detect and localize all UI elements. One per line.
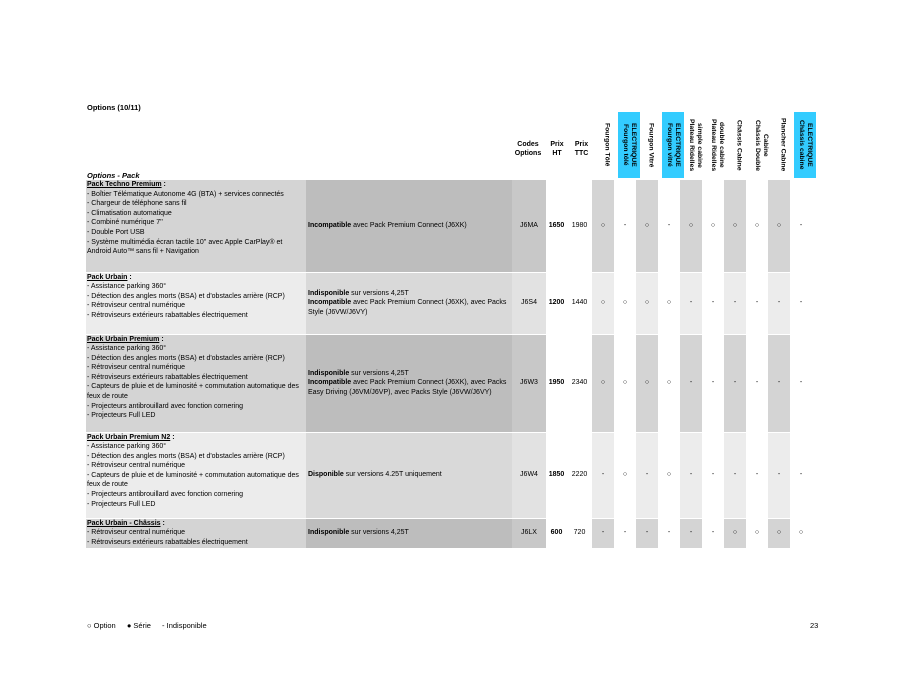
option-code: J6W4 bbox=[512, 432, 546, 518]
version-header bbox=[772, 112, 794, 178]
pack-item: - Double Port USB bbox=[87, 228, 145, 236]
version-header bbox=[684, 112, 706, 178]
price-ht: 1650 bbox=[546, 180, 567, 272]
pack-description bbox=[86, 334, 306, 432]
pack-item: - Climatisation automatique bbox=[87, 209, 172, 217]
version-header-label bbox=[779, 118, 787, 171]
pack-item: - Assistance parking 360° bbox=[87, 283, 167, 291]
availability-cell: ○ bbox=[658, 272, 680, 334]
options-table bbox=[86, 180, 812, 549]
availability-cell: - bbox=[746, 334, 768, 432]
version-header-line: Châssis Double bbox=[754, 119, 761, 171]
version-header-label bbox=[622, 123, 637, 167]
note-line bbox=[308, 369, 512, 379]
availability-cell: ○ bbox=[790, 518, 812, 548]
version-header-label bbox=[688, 119, 703, 171]
header-prix-ht-line1: Prix bbox=[550, 141, 564, 148]
availability-cell: - bbox=[702, 334, 724, 432]
version-header-label bbox=[710, 119, 725, 171]
availability-cell: ○ bbox=[768, 518, 790, 548]
note-keyword: Indisponible bbox=[308, 369, 350, 377]
availability-cell: ○ bbox=[768, 180, 790, 272]
page-number: 23 bbox=[810, 621, 819, 630]
version-header-line: Cabine bbox=[761, 133, 769, 157]
pack-item: - Boîtier Télématique Autonome 4G (BTA) + services connectés bbox=[87, 190, 284, 198]
availability-cell: ○ bbox=[592, 272, 614, 334]
table-row bbox=[86, 334, 812, 432]
note-line bbox=[308, 528, 512, 538]
version-header bbox=[662, 112, 684, 178]
note-text: sur versions 4,25T bbox=[349, 289, 409, 297]
availability-cell: - bbox=[768, 272, 790, 334]
pack-item: - Détection des angles morts (BSA) et d'obstacles arrière (RCP) bbox=[87, 354, 285, 362]
availability-cell: - bbox=[592, 518, 614, 548]
availability-cell: - bbox=[790, 180, 812, 272]
note-keyword: Incompatible bbox=[308, 379, 352, 387]
option-code: J6LX bbox=[512, 518, 546, 548]
section-title: Options - Pack bbox=[87, 171, 140, 180]
pack-note bbox=[306, 518, 512, 548]
pack-note bbox=[306, 334, 512, 432]
version-header-line: double cabine bbox=[717, 122, 725, 168]
availability-cell: ○ bbox=[724, 180, 746, 272]
availability-cell: - bbox=[790, 334, 812, 432]
header-prix-ttc bbox=[569, 140, 594, 158]
availability-cell: ○ bbox=[614, 432, 636, 518]
header-prix-ttc-line1: Prix bbox=[574, 141, 589, 148]
availability-cell: - bbox=[724, 272, 746, 334]
page-title: Options (10/11) bbox=[87, 103, 141, 112]
pack-item: - Projecteurs Full LED bbox=[87, 500, 156, 508]
availability-cell: ○ bbox=[724, 518, 746, 548]
availability-cell: - bbox=[680, 518, 702, 548]
availability-cell: ○ bbox=[746, 180, 768, 272]
note-text: sur versions 4,25T bbox=[349, 529, 409, 537]
pack-item: - Combiné numérique 7'' bbox=[87, 219, 163, 227]
pack-name: Pack Urbain bbox=[87, 273, 128, 281]
availability-cell: - bbox=[614, 518, 636, 548]
version-header bbox=[618, 112, 640, 178]
availability-cell: ○ bbox=[658, 334, 680, 432]
price-ttc: 720 bbox=[567, 518, 592, 548]
note-keyword: Indisponible bbox=[308, 529, 350, 537]
version-header-label bbox=[603, 123, 611, 166]
availability-cell: - bbox=[614, 180, 636, 272]
table-row bbox=[86, 272, 812, 334]
note-keyword: Incompatible bbox=[308, 299, 352, 307]
legend bbox=[87, 621, 216, 630]
note-keyword: Disponible bbox=[308, 471, 344, 479]
option-code: J6W3 bbox=[512, 334, 546, 432]
version-header-line: ELECTRIQUE bbox=[629, 123, 637, 167]
availability-cell: ○ bbox=[614, 334, 636, 432]
legend-serie: ● Série bbox=[126, 621, 151, 630]
pack-item: - Rétroviseurs extérieurs rabattables électriquement bbox=[87, 373, 248, 381]
price-ttc: 1980 bbox=[567, 180, 592, 272]
pack-name: Pack Urbain Premium bbox=[87, 335, 160, 343]
availability-cell: - bbox=[636, 432, 658, 518]
pack-description bbox=[86, 518, 306, 548]
version-header-line: Plancher Cabine bbox=[779, 118, 787, 172]
pack-item: - Rétroviseur central numérique bbox=[87, 302, 186, 310]
version-header-line: Châssis Cabine bbox=[735, 119, 743, 171]
pack-item: - Rétroviseurs extérieurs rabattables électriquement bbox=[87, 538, 248, 546]
version-header bbox=[750, 112, 772, 178]
note-text: sur versions 4.25T uniquement bbox=[343, 471, 442, 479]
note-line bbox=[308, 470, 512, 480]
pack-item: - Projecteurs antibrouillard avec fonction cornering bbox=[87, 491, 244, 499]
version-header-line: Fourgon vitré bbox=[666, 123, 673, 167]
availability-cell: - bbox=[658, 180, 680, 272]
version-header-label bbox=[798, 120, 813, 170]
table-row bbox=[86, 180, 812, 272]
availability-cell: - bbox=[768, 432, 790, 518]
version-header-label bbox=[735, 120, 743, 171]
price-ht: 1850 bbox=[546, 432, 567, 518]
availability-cell: ○ bbox=[636, 272, 658, 334]
price-ttc: 1440 bbox=[567, 272, 592, 334]
header-prix-ht-line2: HT bbox=[552, 150, 562, 157]
availability-cell: ○ bbox=[636, 334, 658, 432]
version-header-line: Châssis cabine bbox=[798, 120, 805, 170]
pack-name: Pack Urbain Premium N2 bbox=[87, 433, 171, 441]
pack-item: - Capteurs de pluie et de luminosité + commutation automatique des feux de route bbox=[87, 471, 299, 489]
version-header-line: Fourgon tôlé bbox=[622, 124, 629, 166]
version-header-line: simple cabine bbox=[695, 122, 703, 168]
pack-item: - Assistance parking 360° bbox=[87, 443, 167, 451]
pack-item: - Détection des angles morts (BSA) et d'obstacles arrière (RCP) bbox=[87, 452, 285, 460]
pack-note bbox=[306, 180, 512, 272]
pack-description bbox=[86, 180, 306, 272]
availability-cell: ○ bbox=[592, 334, 614, 432]
version-header bbox=[706, 112, 728, 178]
pack-item: - Système multimédia écran tactile 10'' avec Apple CarPlay® et Android Auto™ sans fil + Navigation bbox=[87, 238, 283, 256]
availability-cell: - bbox=[680, 334, 702, 432]
legend-indisponible: - Indisponible bbox=[162, 621, 207, 630]
table-row bbox=[86, 432, 812, 518]
version-header-line: Plateau Ridelles bbox=[710, 118, 717, 172]
table-row bbox=[86, 518, 812, 548]
note-line bbox=[308, 298, 512, 317]
pack-name-line: Pack Urbain - Châssis : bbox=[87, 519, 165, 527]
pack-item: - Rétroviseur central numérique bbox=[87, 462, 186, 470]
availability-cell: - bbox=[724, 334, 746, 432]
price-ttc: 2340 bbox=[567, 334, 592, 432]
header-codes-line1: Codes bbox=[517, 141, 539, 148]
availability-cell: - bbox=[680, 272, 702, 334]
availability-cell: - bbox=[702, 432, 724, 518]
availability-cell: ○ bbox=[702, 180, 724, 272]
pack-name: Pack Urbain - Châssis bbox=[87, 519, 161, 527]
version-header bbox=[794, 112, 816, 178]
pack-description bbox=[86, 432, 306, 518]
availability-cell: - bbox=[746, 272, 768, 334]
version-header-label bbox=[754, 120, 769, 171]
version-header-label bbox=[666, 123, 681, 167]
availability-cell: - bbox=[790, 272, 812, 334]
pack-item: - Projecteurs Full LED bbox=[87, 412, 156, 420]
version-header bbox=[596, 112, 618, 178]
pack-item: - Assistance parking 360° bbox=[87, 345, 167, 353]
pack-note bbox=[306, 432, 512, 518]
availability-cell: ○ bbox=[746, 518, 768, 548]
note-line bbox=[308, 289, 512, 299]
version-header-line: ELECTRIQUE bbox=[673, 123, 681, 167]
pack-item: - Rétroviseur central numérique bbox=[87, 364, 186, 372]
availability-cell: - bbox=[768, 334, 790, 432]
pack-item: - Rétroviseurs extérieurs rabattables électriquement bbox=[87, 311, 248, 319]
note-text: sur versions 4,25T bbox=[349, 369, 409, 377]
note-text: avec Pack Premium Connect (J6XK), avec Packs Style (J6VW/J6VY) bbox=[308, 299, 509, 316]
availability-cell: ○ bbox=[614, 272, 636, 334]
availability-cell: - bbox=[702, 272, 724, 334]
pack-description bbox=[86, 272, 306, 334]
price-ht: 1950 bbox=[546, 334, 567, 432]
legend-option: ○ Option bbox=[87, 621, 116, 630]
pack-item: - Projecteurs antibrouillard avec fonction cornering bbox=[87, 402, 244, 410]
pack-note bbox=[306, 272, 512, 334]
pack-item: - Capteurs de pluie et de luminosité + commutation automatique des feux de route bbox=[87, 383, 299, 401]
option-code: J6MA bbox=[512, 180, 546, 272]
note-text: avec Pack Premium Connect (J6XK) bbox=[351, 221, 467, 229]
availability-cell: - bbox=[790, 432, 812, 518]
pack-name-line: Pack Urbain Premium N2 : bbox=[87, 433, 175, 441]
option-code: J6S4 bbox=[512, 272, 546, 334]
price-ht: 1200 bbox=[546, 272, 567, 334]
note-line bbox=[308, 378, 512, 397]
header-prix-ttc-line2: TTC bbox=[574, 150, 589, 157]
version-header-line: Fourgon Tôlé bbox=[603, 123, 611, 167]
availability-cell: ○ bbox=[636, 180, 658, 272]
pack-name-line: Pack Urbain : bbox=[87, 273, 132, 281]
availability-cell: - bbox=[592, 432, 614, 518]
version-header bbox=[640, 112, 662, 178]
availability-cell: - bbox=[658, 518, 680, 548]
pack-item: - Détection des angles morts (BSA) et d'obstacles arrière (RCP) bbox=[87, 292, 285, 300]
availability-cell: - bbox=[680, 432, 702, 518]
pack-name-line: Pack Techno Premium : bbox=[87, 181, 166, 188]
header-codes-line2: Options bbox=[514, 150, 542, 157]
note-line bbox=[308, 221, 512, 231]
availability-cell: - bbox=[702, 518, 724, 548]
availability-cell: - bbox=[746, 432, 768, 518]
version-header-line: ELECTRIQUE bbox=[805, 123, 813, 167]
pack-name-line: Pack Urbain Premium : bbox=[87, 335, 164, 343]
pack-name: Pack Techno Premium bbox=[87, 181, 162, 188]
pack-item: - Rétroviseur central numérique bbox=[87, 529, 186, 537]
header-codes bbox=[510, 140, 546, 158]
version-header-label bbox=[647, 123, 655, 167]
note-keyword: Incompatible bbox=[308, 221, 352, 229]
availability-cell: - bbox=[724, 432, 746, 518]
version-header-line: Plateau Ridelles bbox=[688, 118, 695, 172]
note-text: avec Pack Premium Connect (J6XK), avec Packs Easy Driving (J6VM/J6VP), avec Packs Style (J6VW/J6VY) bbox=[308, 379, 509, 396]
pack-item: - Chargeur de téléphone sans fil bbox=[87, 200, 187, 208]
note-keyword: Indisponible bbox=[308, 289, 350, 297]
availability-cell: ○ bbox=[680, 180, 702, 272]
availability-cell: ○ bbox=[658, 432, 680, 518]
header-prix-ht bbox=[546, 140, 568, 158]
version-header-line: Fourgon Vitré bbox=[647, 122, 655, 168]
price-ttc: 2220 bbox=[567, 432, 592, 518]
version-header bbox=[728, 112, 750, 178]
price-ht: 600 bbox=[546, 518, 567, 548]
availability-cell: - bbox=[636, 518, 658, 548]
availability-cell: ○ bbox=[592, 180, 614, 272]
